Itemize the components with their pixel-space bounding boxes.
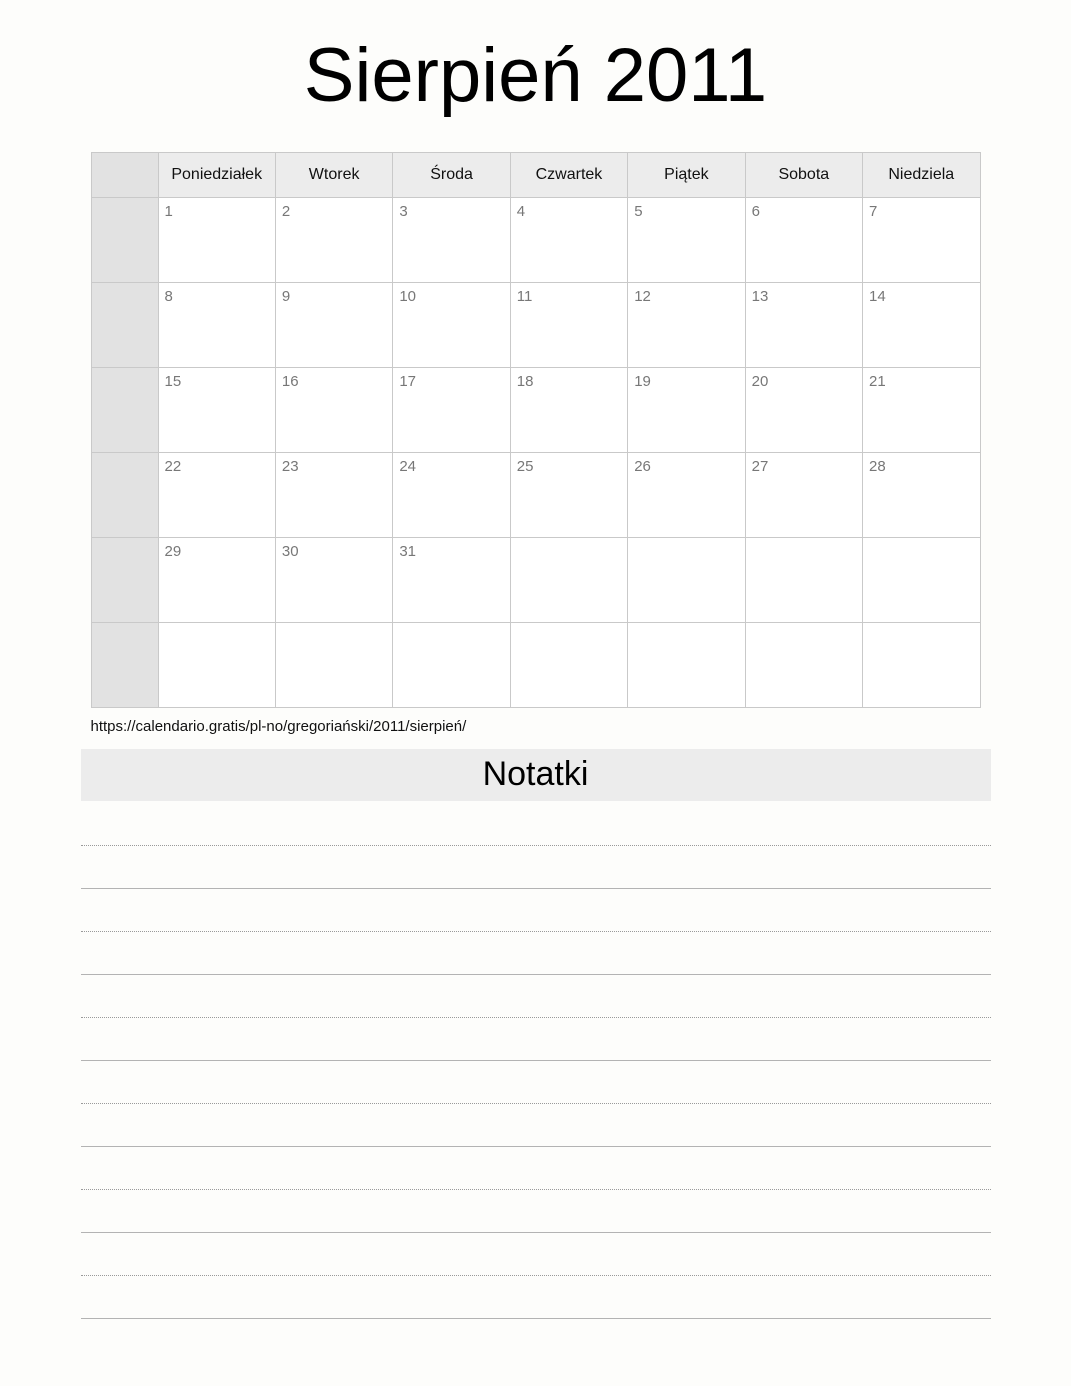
day-number: 24 <box>399 458 417 475</box>
day-cell[interactable] <box>863 538 980 623</box>
notes-heading: Notatki <box>81 749 991 801</box>
notes-lines <box>81 803 991 1319</box>
note-line[interactable] <box>81 803 991 846</box>
day-number: 18 <box>516 373 534 390</box>
day-number: 15 <box>164 373 182 390</box>
calendar-week-row <box>91 198 980 283</box>
day-number: 21 <box>869 373 886 390</box>
day-number: 17 <box>399 373 417 390</box>
day-cell[interactable] <box>393 538 510 623</box>
day-number: 11 <box>516 288 533 305</box>
note-line[interactable] <box>81 1147 991 1190</box>
weekday-header-sunday: Niedziela <box>863 153 980 198</box>
calendar-corner-cell <box>91 153 158 198</box>
note-line[interactable] <box>81 1061 991 1104</box>
calendar-week-row <box>91 368 980 453</box>
day-number: 14 <box>869 288 886 305</box>
day-cell[interactable] <box>275 198 392 283</box>
day-number: 30 <box>281 543 299 560</box>
source-url[interactable]: https://calendario.gratis/pl-no/gregoriański/2011/sierpień/ <box>90 718 467 735</box>
day-number: 3 <box>399 203 408 220</box>
note-line[interactable] <box>81 1233 991 1276</box>
day-cell[interactable] <box>158 283 275 368</box>
calendar-body <box>91 198 980 708</box>
day-number: 22 <box>164 458 182 475</box>
day-number: 8 <box>164 288 173 305</box>
day-cell[interactable] <box>158 368 275 453</box>
day-cell[interactable] <box>275 623 392 708</box>
day-number <box>628 623 744 629</box>
day-number: 9 <box>281 288 291 305</box>
weekday-header-wednesday: Środa <box>393 153 510 198</box>
day-cell[interactable] <box>863 623 980 708</box>
weekday-header-tuesday: Wtorek <box>275 153 392 198</box>
day-cell[interactable] <box>275 283 392 368</box>
day-cell[interactable] <box>628 623 745 708</box>
day-number: 13 <box>751 288 769 305</box>
weekday-header-saturday: Sobota <box>745 153 862 198</box>
day-number: 28 <box>869 458 886 475</box>
week-label-cell <box>91 538 158 623</box>
day-number: 7 <box>869 203 878 220</box>
day-number: 4 <box>516 203 526 220</box>
day-cell[interactable] <box>628 283 745 368</box>
day-number: 20 <box>751 373 769 390</box>
day-number: 6 <box>751 203 760 220</box>
day-number <box>276 623 392 629</box>
day-number: 5 <box>634 203 643 220</box>
note-line[interactable] <box>81 1190 991 1233</box>
day-cell[interactable] <box>863 368 980 453</box>
day-number <box>746 538 862 544</box>
day-number: 26 <box>634 458 651 475</box>
day-cell[interactable] <box>393 283 510 368</box>
day-cell[interactable] <box>393 368 510 453</box>
note-line[interactable] <box>81 1104 991 1147</box>
day-cell[interactable] <box>628 538 745 623</box>
day-cell[interactable] <box>510 623 627 708</box>
day-cell[interactable] <box>628 453 745 538</box>
day-number: 16 <box>281 373 299 390</box>
day-cell[interactable] <box>510 538 627 623</box>
day-number <box>511 538 627 544</box>
week-label-cell <box>91 368 158 453</box>
day-number: 23 <box>281 458 299 475</box>
day-number <box>393 623 509 629</box>
weekday-header-friday: Piątek <box>628 153 745 198</box>
day-number <box>628 538 744 544</box>
day-number <box>746 623 862 629</box>
weekday-header-row <box>91 153 980 198</box>
day-cell[interactable] <box>158 453 275 538</box>
day-cell[interactable] <box>393 453 510 538</box>
day-cell[interactable] <box>158 538 275 623</box>
weekday-header-monday: Poniedziałek <box>158 153 275 198</box>
note-line[interactable] <box>81 846 991 889</box>
day-cell[interactable] <box>393 198 510 283</box>
day-cell[interactable] <box>863 453 980 538</box>
day-cell[interactable] <box>745 453 862 538</box>
week-label-cell <box>91 623 158 708</box>
day-cell[interactable] <box>510 283 627 368</box>
day-cell[interactable] <box>863 198 980 283</box>
note-line[interactable] <box>81 932 991 975</box>
day-number: 12 <box>634 288 651 305</box>
day-cell[interactable] <box>393 623 510 708</box>
day-number: 2 <box>281 203 291 220</box>
day-cell[interactable] <box>863 283 980 368</box>
day-cell[interactable] <box>628 368 745 453</box>
day-cell[interactable] <box>745 538 862 623</box>
day-cell[interactable] <box>745 623 862 708</box>
weekday-header-thursday: Czwartek <box>510 153 627 198</box>
day-number: 29 <box>164 543 182 560</box>
week-label-cell <box>91 198 158 283</box>
day-cell[interactable] <box>275 368 392 453</box>
day-cell[interactable] <box>745 198 862 283</box>
calendar-week-row <box>91 623 980 708</box>
day-number: 19 <box>634 373 651 390</box>
day-number: 10 <box>399 288 417 305</box>
day-cell[interactable] <box>510 368 627 453</box>
calendar-head <box>91 153 980 198</box>
notes-section <box>81 749 991 1319</box>
day-cell[interactable] <box>628 198 745 283</box>
day-number <box>511 623 627 629</box>
day-number: 25 <box>516 458 534 475</box>
note-line[interactable] <box>81 975 991 1018</box>
week-label-cell <box>91 283 158 368</box>
calendar-week-row <box>91 453 980 538</box>
day-cell[interactable] <box>275 538 392 623</box>
note-line[interactable] <box>81 1018 991 1061</box>
day-cell[interactable] <box>510 453 627 538</box>
calendar-container <box>91 152 981 735</box>
day-cell[interactable] <box>745 283 862 368</box>
day-number: 27 <box>751 458 769 475</box>
note-line[interactable] <box>81 889 991 932</box>
day-number <box>863 538 979 544</box>
calendar-week-row <box>91 538 980 623</box>
day-cell[interactable] <box>158 623 275 708</box>
day-number: 31 <box>399 543 417 560</box>
week-label-cell <box>91 453 158 538</box>
calendar-table <box>91 152 981 708</box>
day-cell[interactable] <box>510 198 627 283</box>
page-title: Sierpień 2011 <box>303 33 768 118</box>
day-number <box>159 623 275 629</box>
day-cell[interactable] <box>745 368 862 453</box>
day-number <box>863 623 979 629</box>
calendar-week-row <box>91 283 980 368</box>
day-number: 1 <box>164 203 173 220</box>
note-line[interactable] <box>81 1276 991 1319</box>
day-cell[interactable] <box>275 453 392 538</box>
day-cell[interactable] <box>158 198 275 283</box>
